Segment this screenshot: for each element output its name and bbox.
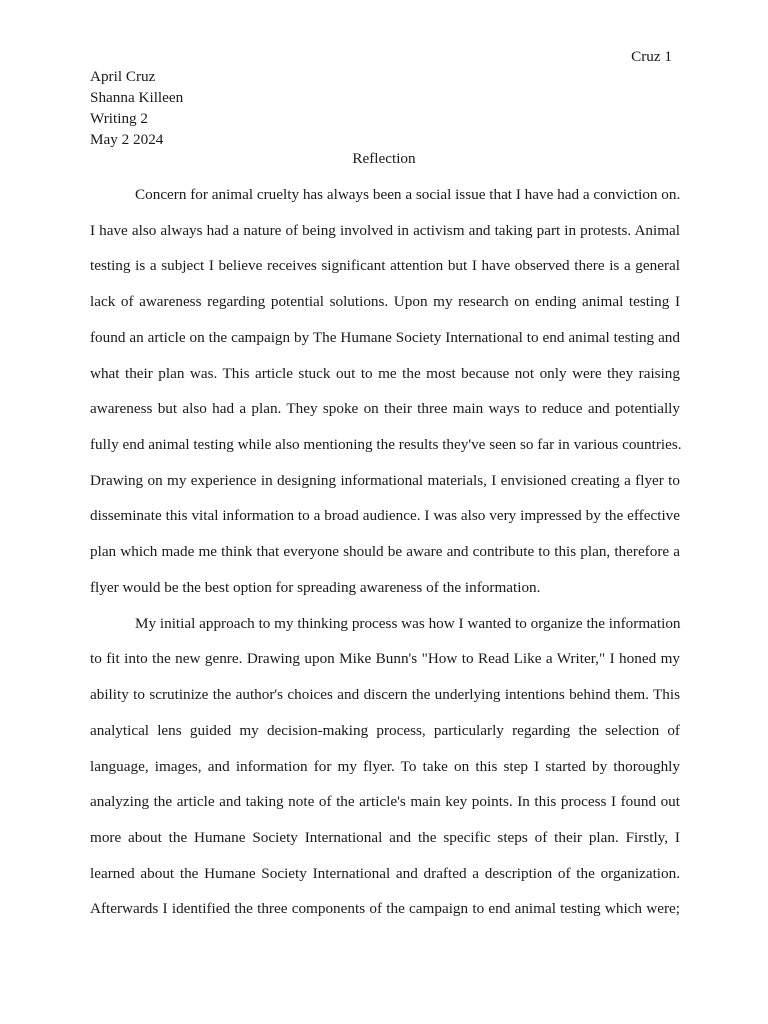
text-line: ability to scrutinize the author's choices and discern the underlying intentions behind them. This	[90, 686, 680, 704]
text-line: plan which made me think that everyone should be aware and contribute to this plan, therefore a	[90, 543, 680, 561]
date: May 2 2024	[90, 131, 164, 148]
text-line: Concern for animal cruelty has always been a social issue that I have had a conviction on.	[135, 186, 681, 203]
text-line: awareness but also had a plan. They spoke on their three main ways to reduce and potentially	[90, 400, 680, 418]
text-line: Drawing on my experience in designing informational materials, I envisioned creating a flyer to	[90, 471, 680, 489]
text-line: to fit into the new genre. Drawing upon Mike Bunn's "How to Read Like a Writer," I honed my	[90, 650, 680, 668]
text-line: fully end animal testing while also mentioning the results they've seen so far in various countries.	[90, 436, 682, 454]
text-line: testing is a subject I believe receives significant attention but I have observed there is a general	[90, 257, 680, 275]
course-name: Writing 2	[90, 110, 149, 127]
text-line: what their plan was. This article stuck out to me the most because not only were they raising	[90, 364, 680, 382]
page-number-header: Cruz 1	[631, 48, 672, 65]
text-line: flyer would be the best option for spreading awareness of the information.	[90, 578, 541, 596]
mla-heading	[90, 66, 183, 150]
paragraph-1	[90, 177, 680, 606]
text-line: I have also always had a nature of being involved in activism and taking part in protests. Animal	[90, 221, 680, 239]
text-line: found an article on the campaign by The Humane Society International to end animal testing and	[90, 328, 680, 346]
text-line: more about the Humane Society International and the specific steps of their plan. Firstly, I	[90, 828, 680, 846]
author-name: April Cruz	[90, 68, 156, 85]
text-line: analyzing the article and taking note of the article's main key points. In this process I found out	[90, 793, 680, 811]
body-text	[90, 177, 680, 927]
text-line: My initial approach to my thinking process was how I wanted to organize the information	[135, 614, 681, 632]
text-line: lack of awareness regarding potential solutions. Upon my research on ending animal testing I	[90, 293, 680, 311]
paragraph-2	[90, 606, 680, 927]
page-title: Reflection	[352, 150, 416, 167]
text-line: analytical lens guided my decision-making process, particularly regarding the selection of	[90, 721, 680, 739]
text-line: Afterwards I identified the three components of the campaign to end animal testing which were;	[90, 900, 680, 918]
text-line: disseminate this vital information to a broad audience. I was also very impressed by the effective	[90, 507, 680, 525]
instructor-name: Shanna Killeen	[90, 89, 184, 106]
text-line: language, images, and information for my flyer. To take on this step I started by thoroughly	[90, 757, 680, 775]
text-line: learned about the Humane Society International and drafted a description of the organization.	[90, 864, 680, 882]
